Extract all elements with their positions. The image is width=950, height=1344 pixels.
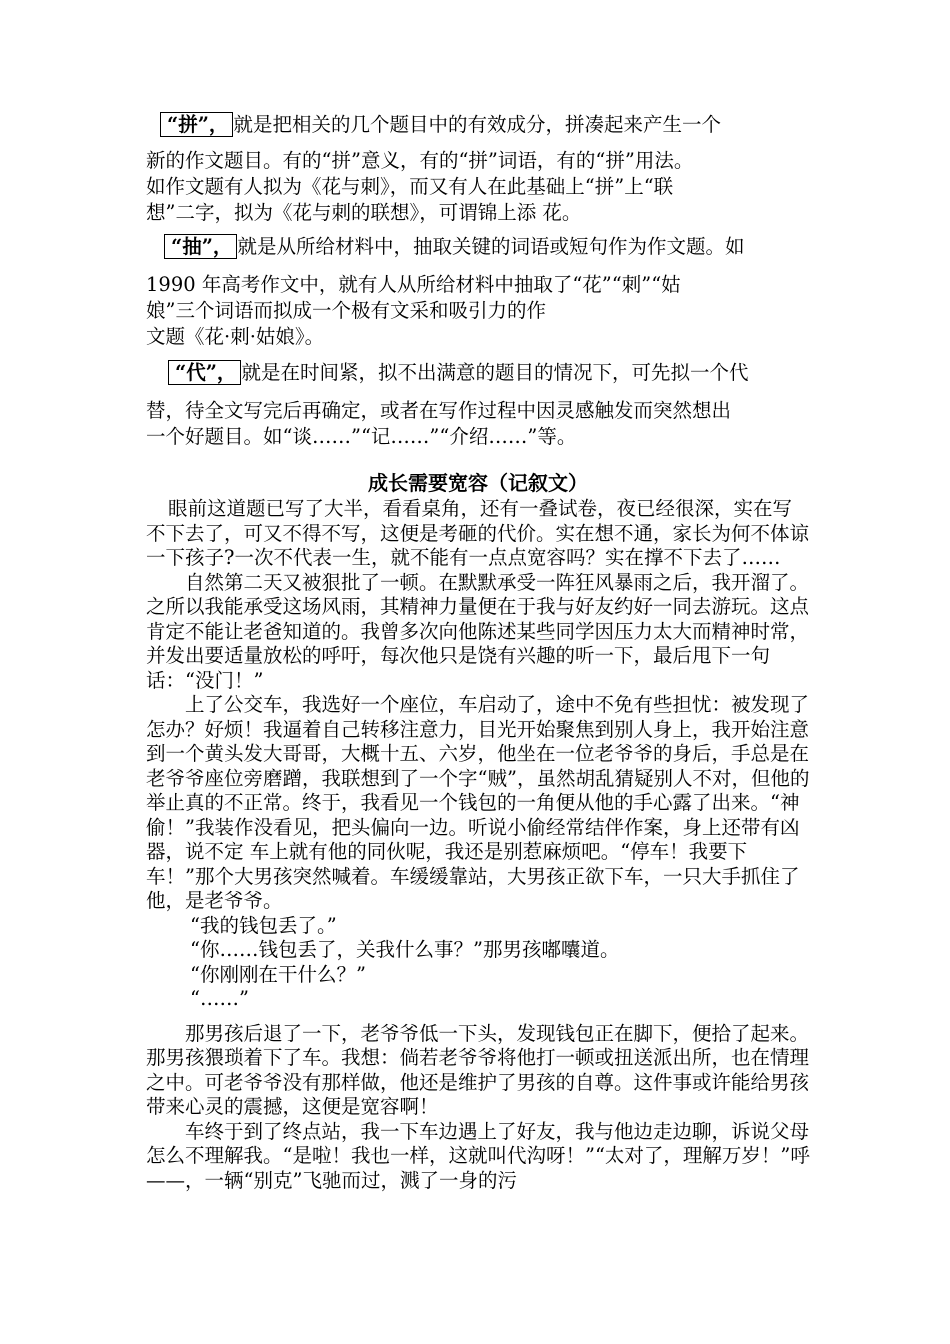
dialogue-line-4: “……”	[190, 987, 249, 1010]
method-dai-line-3: 一个好题目。如“谈……”“记……”“介绍……”等。	[146, 425, 577, 448]
method-pin-text: 就是把相关的几个题目中的有效成分，拼凑起来产生一个	[233, 113, 721, 136]
dialogue-line-1: “我的钱包丢了。”	[190, 913, 337, 937]
method-pin-line-2: 新的作文题目。有的“拼”意义，有的“拼”词语，有的“拼”用法。	[146, 149, 694, 172]
method-dai-line-2: 替，待全文写完后再确定，或者在写作过程中因灵感触发而突然想出	[146, 399, 732, 422]
method-dai-first-line	[168, 360, 810, 386]
method-chou-line-4: 文题《花·刺·姑娘》。	[146, 325, 325, 348]
essay-paragraph-3: 上了公交车，我选好一个座位，车启动了，途中不免有些担忧：被发现了怎办？好烦！我逼着自己转移注意力，目光开始聚焦到别人身上，我开始注意到一个黄头发大哥哥，大概十五、六岁，他坐在一位老爷爷的身后，手总是在老爷爷座位旁磨蹭，我联想到了一个字“贼”，虽然胡乱猜疑别人不对，但他的举止真的不正常。终于，我看见一个钱包的一角便从他的手心露了出来。“神偷！”我装作没看见，把头偏向一边。听说小偷经常结伴作案，身上还带有凶器，说不定 车上就有他的同伙呢，我还是别惹麻烦吧。“停车！我要下车！”那个大男孩突然喊着。车缓缓靠站，大男孩正欲下车，一只大手抓住了他，是老爷爷。	[146, 693, 810, 912]
method-chou	[146, 234, 810, 350]
method-pin-line-4: 想”二字，拟为《花与刺的联想》，可谓锦上添 花。	[146, 201, 582, 224]
essay-paragraph-5: 车终于到了终点站，我一下车边遇上了好友，我与他边走边聊，诉说父母怎么不理解我。“是啦！我也一样，这就叫代沟呀！”“太对了，理解万岁！”呼——，一辆“别克”飞驰而过，溅了一身的污	[146, 1119, 810, 1192]
method-chou-line-3: 娘”三个词语而拟成一个极有文采和吸引力的作	[146, 299, 546, 322]
method-dai-term: “代”，	[168, 360, 241, 385]
method-pin	[146, 112, 810, 226]
method-dai-text: 就是在时间紧，拟不出满意的题目的情况下，可先拟一个代	[241, 361, 749, 384]
essay-paragraph-2: 自然第二天又被狠批了一顿。在默默承受一阵狂风暴雨之后，我开溜了。之所以我能承受这场风雨，其精神力量便在于我与好友约好一同去游玩。这点肯定不能让老爸知道的。我曾多次向他陈述某些同学因压力太大而精神时常，并发出要适量放松的呼吁，每次他只是饶有兴趣的听一下，最后甩下一句话：“没门！”	[146, 570, 810, 692]
dialogue-line-3: “你刚刚在干什么？”	[190, 962, 366, 986]
method-pin-term: “拼”，	[160, 112, 233, 137]
essay-paragraph-4: 那男孩后退了一下，老爷爷低一下头，发现钱包正在脚下，便拾了起来。那男孩猥琐着下了车。我想：倘若老爷爷将他打一顿或扭送派出所，也在情理之中。可老爷爷没有那样做，他还是维护了男孩的自尊。这件事或许能给男孩带来心灵的震撼，这便是宽容啊！	[146, 1021, 810, 1118]
essay-body	[146, 497, 810, 1193]
method-pin-line-3: 如作文题有人拟为《花与刺》，而又有人在此基础上“拼”上“联	[146, 175, 674, 198]
method-chou-first-line	[164, 234, 810, 260]
method-chou-text: 就是从所给材料中，抽取关键的词语或短句作为作文题。如	[237, 235, 745, 258]
essay-title: 成长需要宽容（记叙文）	[368, 471, 588, 495]
method-pin-first-line	[160, 112, 810, 138]
essay-paragraph-1: 眼前这道题已写了大半，看看桌角，还有一叠试卷，夜已经很深，实在写不下去了，可又不得不写，这便是考砸的代价。实在想不通，家长为何不体谅一下孩子?一次不代表一生，就不能有一点点宽容吗？实在撑不下去了……	[146, 497, 810, 569]
method-dai	[146, 360, 810, 450]
method-chou-line-2: 1990 年高考作文中，就有人从所给材料中抽取了“花”“刺”“姑	[146, 273, 681, 296]
method-chou-term: “抽”，	[164, 234, 237, 259]
dialogue-line-2: “你……钱包丢了，关我什么事？”那男孩嘟囔道。	[190, 938, 620, 961]
